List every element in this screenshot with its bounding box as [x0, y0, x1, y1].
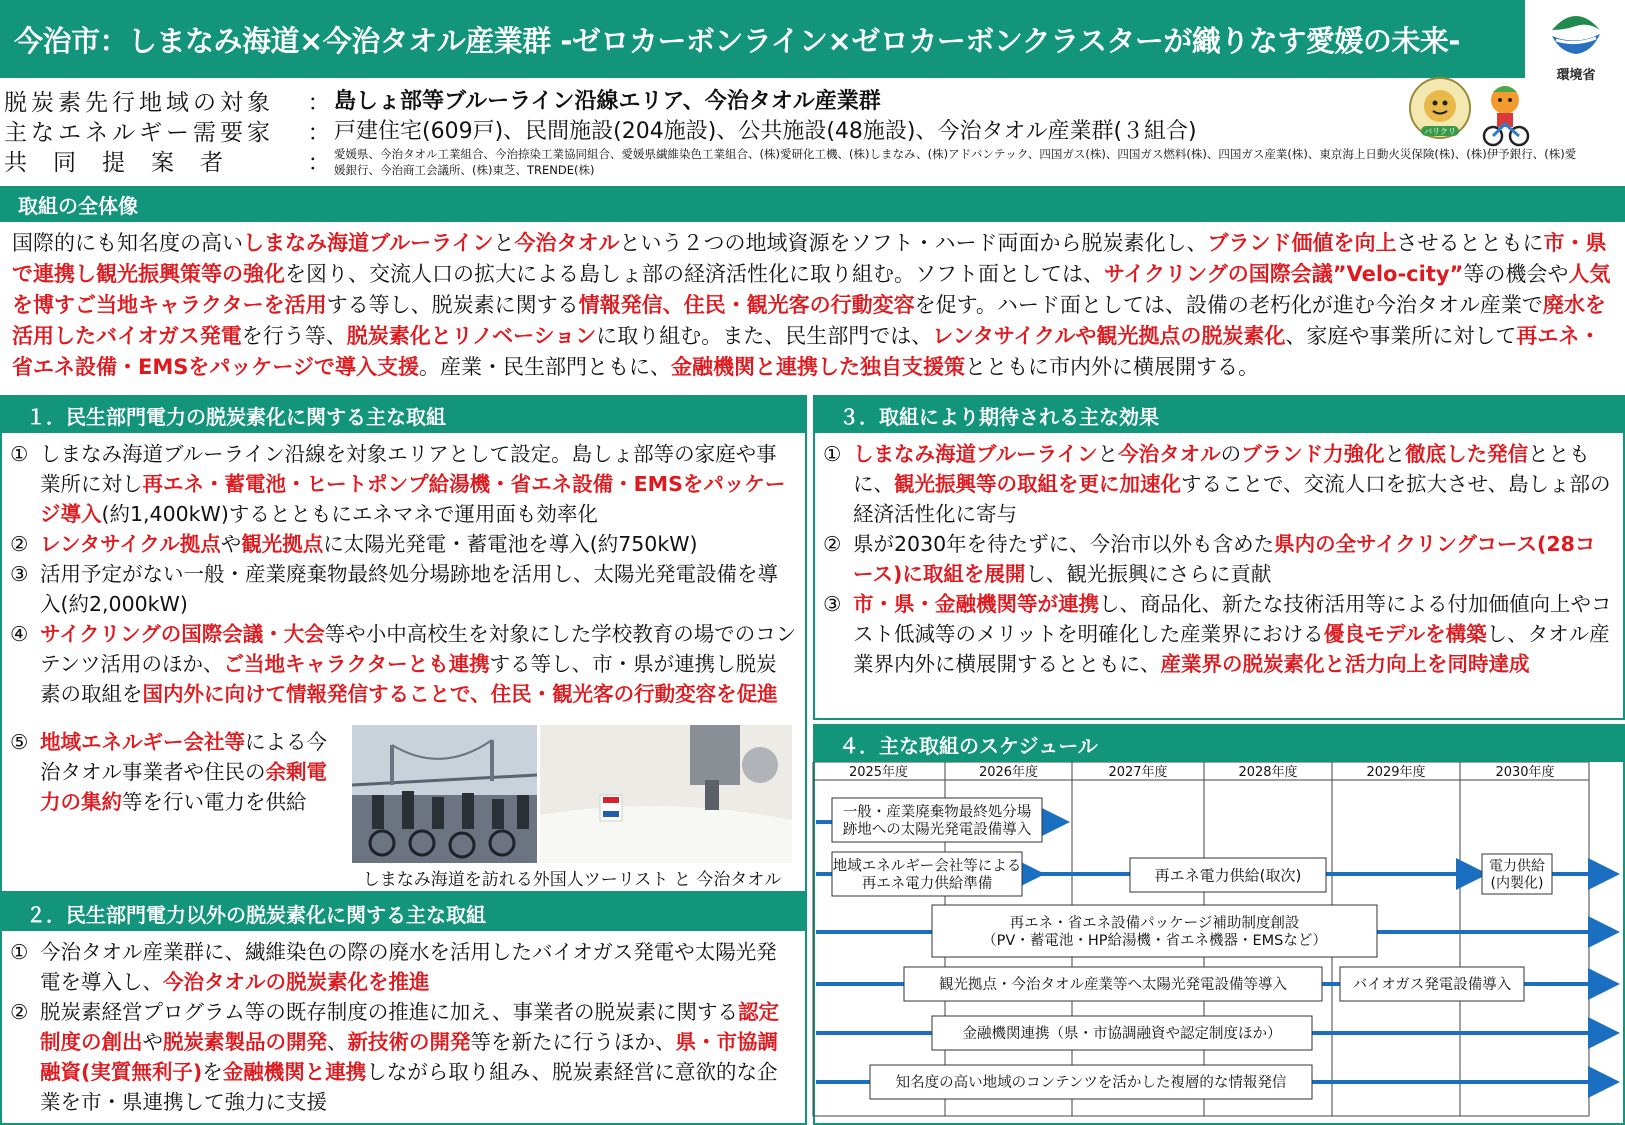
item-text: [40, 529, 797, 559]
ministry-logo-icon: [1530, 2, 1622, 60]
highlight-text: 県内の全サイクリングコース(28コース)に取組を展開: [853, 532, 1596, 586]
highlight-text: 金融機関と連携: [222, 1060, 367, 1084]
overview-heading: 取組の全体像: [0, 186, 1625, 222]
highlight-text: 観光拠点: [241, 532, 324, 556]
list-item: [823, 439, 1615, 529]
highlight-text: 再エネ・蓄電池・ヒートポンプ給湯機・省エネ設備・EMSをパッケージ導入: [40, 472, 786, 526]
body-text: と: [1097, 442, 1119, 466]
body-text: 活用予定がない一般・産業廃棄物最終処分場跡地を活用し、太陽光発電設備を導入(約2,000kW): [40, 562, 778, 616]
body-text: と: [493, 231, 515, 255]
body-text: 。産業・民生部門ともに、: [418, 355, 671, 379]
section-3-items: [823, 439, 1615, 679]
year-label: 2025年度: [848, 765, 909, 780]
section-1-item-5: [10, 727, 340, 817]
section-2: [0, 893, 807, 1125]
header-bar: [0, 0, 1525, 78]
highlight-text: 余剰電力の集約: [40, 760, 327, 814]
overview-text: [12, 228, 1617, 383]
item-number: ①: [823, 442, 842, 466]
ministry-logo: [1530, 2, 1622, 82]
highlight-text: 廃水を活用したバイオガス発電: [12, 293, 1606, 348]
year-label: 2030年度: [1495, 765, 1555, 780]
highlight-text: 脱炭素製品の開発: [163, 1030, 327, 1054]
highlight-text: 徹底した発信: [1405, 442, 1529, 466]
body-text: を行う等、: [241, 324, 347, 348]
body-text: し、商品化、新たな技術活用等による付加価値向上やコスト低減等のメリットを明確化した産業界における: [853, 592, 1612, 646]
body-text: 国際的にも知名度の高い: [12, 231, 243, 255]
highlight-text: レンタサイクル拠点: [40, 532, 221, 556]
item-number: ③: [10, 562, 29, 586]
body-text: や: [220, 532, 242, 556]
item-text: [40, 559, 797, 619]
schedule-task-label: (内製化): [1490, 875, 1544, 892]
mascot-images: [1405, 70, 1535, 150]
body-text: とともに、: [853, 442, 1590, 496]
schedule-task-label: （PV・蓄電池・HP給湯機・省エネ機器・EMSなど）: [982, 932, 1327, 949]
highlight-text: ご当地キャラクターとも連携: [223, 652, 490, 676]
schedule-chart: [812, 762, 1620, 1120]
photo-area: [352, 725, 792, 863]
body-text: と: [1384, 442, 1406, 466]
year-label: 2028年度: [1238, 765, 1298, 780]
highlight-text: 国内外に向けて情報発信することで、住民・観光客の行動変容を促進: [142, 682, 778, 706]
schedule-task-label: 観光拠点・今治タオル産業等へ太陽光発電設備等導入: [939, 977, 1287, 994]
schedule-task-label: 金融機関連携（県・市協調融資や認定制度ほか）: [962, 1026, 1282, 1043]
section-2-items: [10, 937, 797, 1117]
highlight-text: 地域エネルギー会社等: [40, 730, 245, 754]
partners-label: 共同提案者: [4, 150, 249, 176]
body-text: 、: [327, 1030, 348, 1054]
highlight-text: 今治タオルの脱炭素化を推進: [163, 970, 430, 994]
item-text: [40, 937, 797, 997]
highlight-text: 今治タオル: [1118, 442, 1221, 466]
body-text: 今治タオル産業群に、繊維染色の際の廃水を活用したバイオガス発電や太陽光発電を導入し、: [40, 940, 777, 994]
highlight-text: しまなみ海道ブルーライン: [853, 442, 1098, 466]
list-item: [823, 529, 1615, 589]
body-text: し、観光振興にさらに貢献: [1025, 562, 1272, 586]
body-text: に太陽光発電・蓄電池を導入(約750kW): [323, 532, 698, 556]
highlight-text: サイクリングの国際会議・大会: [40, 622, 325, 646]
year-label: 2029年度: [1366, 765, 1426, 780]
colon: ：: [307, 90, 331, 116]
body-text: 、家庭や事業所に対して: [1285, 324, 1517, 348]
partners-value: 愛媛県、今治タオル工業組合、今治捺染工業協同組合、愛媛県繊維染色工業組合、(株)愛研化工機、(株)しまなみ、(株)アドバンテック、四国ガス(株)、四国ガス燃料(株)、四国ガス産業(株)、東京海上日動火災保険(株)、(株)伊予銀行、(株)愛媛銀行、今治商工会議所、(株)東芝、TRENDE(株): [334, 147, 1577, 177]
body-text: という２つの地域資源をソフト・ハード両面から脱炭素化し、: [619, 231, 1208, 255]
schedule-task-label: 再エネ・省エネ設備パッケージ補助制度創設: [1009, 915, 1300, 932]
body-text: を: [202, 1060, 223, 1084]
body-text: する等し、市・県が連携し脱炭素の取組を: [40, 652, 777, 706]
section-1-items: [10, 439, 797, 709]
body-text: しながら取り組み、脱炭素経営に意欲的な企業を市・県連携して強力に支援: [40, 1060, 778, 1114]
highlight-text: 産業界の脱炭素化と活力向上を同時達成: [1160, 652, 1530, 676]
highlight-text: サイクリングの国際会議”Velo-city”: [1104, 262, 1464, 286]
highlight-text: 脱炭素化とリノベーション: [346, 324, 597, 348]
body-text: による今治タオル事業者や住民の: [40, 730, 327, 784]
year-label: 2027年度: [1108, 765, 1168, 780]
item-number: ②: [823, 532, 842, 556]
item-text: [853, 529, 1615, 589]
schedule-task-label: 再エネ電力供給(取次): [1154, 866, 1302, 885]
item-number: ⑤: [10, 730, 29, 754]
list-item: [823, 589, 1615, 679]
body-text: しまなみ海道ブルーライン沿線を対象エリアとして設定。島しょ部等の家庭や事業所に対し: [40, 442, 777, 496]
section-3-heading: ３．取組により期待される主な効果: [815, 397, 1623, 433]
highlight-text: 優良モデルを構築: [1323, 622, 1487, 646]
body-text: し、タオル産業界内外に横展開するとともに、: [853, 622, 1610, 676]
year-label: 2026年度: [978, 765, 1039, 780]
barikuri-mascot-icon: [1410, 78, 1470, 138]
schedule-task-label: 一般・産業廃棄物最終処分場: [842, 804, 1032, 821]
item-number: ③: [823, 592, 842, 616]
target-label: 脱炭素先行地域の対象: [4, 90, 274, 116]
highlight-text: 観光振興等の取組を更に加速化: [894, 472, 1181, 496]
highlight-text: 情報発信、住民・観光客の行動変容: [578, 293, 915, 317]
schedule-task-label: 知名度の高い地域のコンテンツを活かした複層的な情報発信: [895, 1075, 1287, 1092]
item-number: ②: [10, 1000, 29, 1024]
demand-value: 戸建住宅(609戸)、民間施設(204施設)、公共施設(48施設)、今治タオル産業群(３組合): [334, 119, 1197, 144]
list-item: [10, 997, 797, 1117]
schedule-task-label: 地域エネルギー会社等による: [832, 858, 1022, 875]
schedule-task-label: 電力供給: [1489, 858, 1545, 875]
body-text: に取り組む。また、民生部門では、: [596, 324, 933, 348]
section-1: [0, 395, 807, 893]
body-text: (約1,400kW)するとともにエネマネで運用面も効率化: [101, 502, 598, 526]
body-text: することで、交流人口を拡大させ、島しょ部の経済活性化に寄与: [853, 472, 1611, 526]
item-text: [40, 997, 797, 1117]
item-number: ①: [10, 442, 29, 466]
body-text: させるとともに: [1396, 231, 1544, 255]
item-text: [853, 439, 1615, 529]
highlight-text: 今治タオル: [514, 231, 620, 255]
body-text: の: [1220, 442, 1242, 466]
cycling-mascot-icon: [1484, 86, 1528, 145]
item-text: [40, 727, 340, 817]
body-text: 等や小中高校生を対象にした学校教育の場でのコンテンツ活用のほか、: [40, 622, 797, 676]
item-number: ①: [10, 940, 29, 964]
highlight-text: 再エネ・省エネ設備・EMSをパッケージで導入支援: [12, 324, 1601, 379]
page-title: 今治市：しまなみ海道×今治タオル産業群 -ゼロカーボンライン×ゼロカーボンクラスターが織りなす愛媛の未来-: [14, 23, 1460, 58]
highlight-text: 人気を博すご当地キャラクターを活用: [12, 262, 1611, 317]
highlight-text: しまなみ海道ブルーライン: [243, 231, 494, 255]
highlight-text: 県・市協調融資(実質無利子): [40, 1030, 778, 1084]
section-2-heading: ２．民生部門電力以外の脱炭素化に関する主な取組: [2, 895, 805, 931]
body-text: を図り、交流人口の拡大による島しょ部の経済活性化に取り組む。ソフト面としては、: [285, 262, 1104, 286]
ministry-name: 環境省: [1556, 68, 1596, 83]
mascot-label: バリクリ: [1424, 127, 1456, 136]
body-text: 等の機会や: [1463, 262, 1569, 286]
schedule-task-label: 再エネ電力供給準備: [861, 875, 993, 892]
highlight-text: 市・県で連携し観光振興策等の強化: [12, 231, 1607, 286]
demand-label: 主なエネルギー需要家: [4, 120, 274, 146]
body-text: する等し、脱炭素に関する: [326, 293, 579, 317]
colon: ：: [307, 120, 331, 146]
highlight-text: 新技術の開発: [347, 1030, 471, 1054]
highlight-text: レンタサイクルや観光拠点の脱炭素化: [932, 324, 1286, 348]
body-text: 脱炭素経営プログラム等の既存制度の推進に加え、事業者の脱炭素に関する: [40, 1000, 739, 1024]
section-3: [813, 395, 1625, 720]
item-text: [40, 439, 797, 529]
body-text: とともに市内外に横展開する。: [964, 355, 1259, 379]
body-text: 等を新たに行うほか、: [470, 1030, 676, 1054]
section-1-heading: １．民生部門電力の脱炭素化に関する主な取組: [2, 397, 805, 433]
list-item: [10, 937, 797, 997]
highlight-text: 市・県・金融機関等が連携: [853, 592, 1099, 616]
imabari-towel-photo: [540, 725, 792, 863]
schedule-task-label: 跡地への太陽光発電設備導入: [842, 821, 1032, 838]
target-value: 島しょ部等ブルーライン沿線エリア、今治タオル産業群: [334, 89, 881, 114]
item-text: [40, 619, 797, 709]
highlight-text: 金融機関と連携した独自支援策: [670, 355, 965, 379]
highlight-text: ブランド価値を向上: [1207, 231, 1397, 255]
schedule-task-label: バイオガス発電設備導入: [1352, 977, 1512, 994]
item-number: ④: [10, 622, 29, 646]
highlight-text: 認定制度の創出: [40, 1000, 780, 1054]
body-text: や: [142, 1030, 163, 1054]
list-item: [10, 619, 797, 709]
colon: ：: [307, 150, 331, 176]
list-item: [10, 529, 797, 559]
section-4-heading: ４．主な取組のスケジュール: [815, 726, 1623, 762]
body-text: 等を行い電力を供給: [122, 790, 307, 814]
photo-caption: しまなみ海道を訪れる外国人ツーリスト と 今治タオル: [362, 870, 782, 890]
item-number: ②: [10, 532, 29, 556]
highlight-text: ブランド力強化: [1241, 442, 1385, 466]
body-text: 県が2030年を待たずに、今治市以外も含めた: [853, 532, 1275, 556]
list-item: [10, 559, 797, 619]
body-text: を促す。ハード面としては、設備の老朽化が進む今治タオル産業で: [914, 293, 1543, 317]
list-item: [10, 439, 797, 529]
item-text: [853, 589, 1615, 679]
cyclists-photo: [352, 725, 537, 863]
